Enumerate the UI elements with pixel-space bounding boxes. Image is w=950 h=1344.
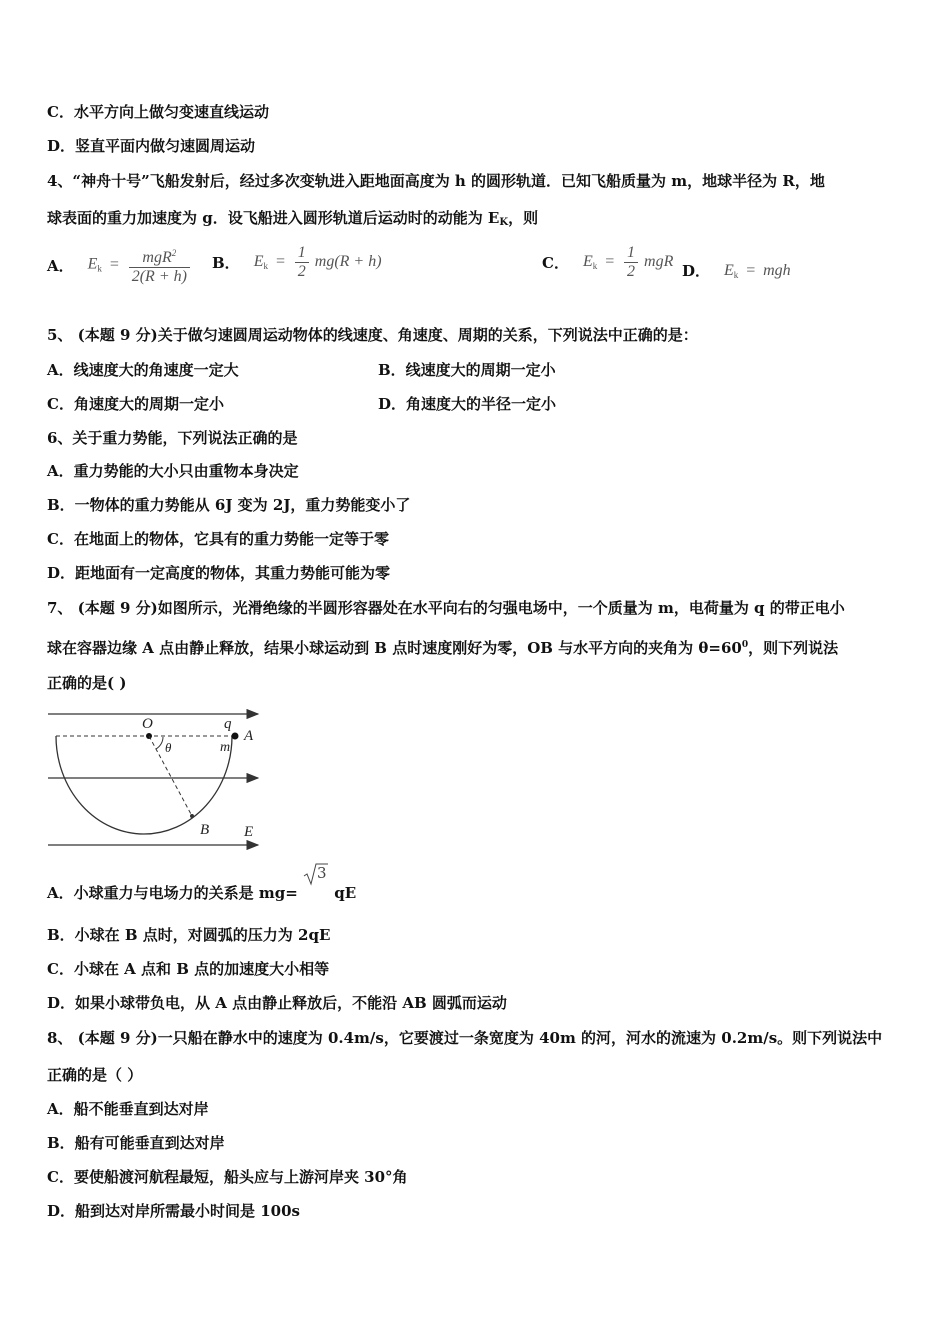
q8-option-a: A．船不能垂直到达对岸: [47, 1100, 209, 1118]
fraction-denominator: 2(R + h): [131, 268, 187, 285]
q4-stem-subscript: K: [499, 217, 509, 228]
q4-option-d-formula: [724, 262, 791, 280]
label-q: q: [224, 716, 232, 732]
q8-option-b: B．船有可能垂直到达对岸: [47, 1134, 225, 1152]
semicircle-container: [56, 736, 232, 834]
q4-option-c-formula: [583, 244, 673, 281]
fraction-numerator: 1: [624, 244, 638, 263]
ek-subscript: k: [592, 261, 598, 272]
formula-rest: mgR: [644, 253, 674, 271]
q8-option-d: D．船到达对岸所需最小时间是 100s: [47, 1202, 300, 1220]
q6-option-b: B．一物体的重力势能从 6J 变为 2J，重力势能变小了: [47, 496, 411, 514]
q6-option-c: C．在地面上的物体，它具有的重力势能一定等于零: [47, 530, 389, 548]
q7-stem-line2: [47, 635, 838, 658]
q4-stem-line1: 4、“神舟十号”飞船发射后，经过多次变轨进入距地面高度为 h 的圆形轨道．已知飞船质量为 m，地球半径为 R，地: [47, 172, 825, 190]
q5-option-d: D．角速度大的半径一定小: [378, 395, 557, 413]
equals-sign: =: [274, 253, 286, 271]
sqrt-radicand: 3: [317, 864, 327, 882]
equals-sign: =: [604, 253, 616, 271]
ek-symbol: E: [582, 253, 593, 271]
q5-stem: 5、 (本题 9 分)关于做匀速圆周运动物体的线速度、角速度、周期的关系，下列说法中正确的是：: [47, 326, 698, 344]
fraction: [295, 244, 309, 281]
q8-option-c: C．要使船渡河航程最短，船头应与上游河岸夹 30°角: [47, 1168, 408, 1186]
equals-sign: =: [745, 261, 757, 279]
fraction-numerator: 1: [295, 244, 309, 263]
fraction-numerator: [129, 244, 190, 268]
ek-symbol: E: [724, 261, 734, 279]
ek-symbol: E: [253, 253, 264, 271]
q8-stem-line2: 正确的是（ ）: [47, 1066, 143, 1084]
q4-option-a-label: A．: [47, 256, 74, 275]
q5-option-a: A．线速度大的角速度一定大: [47, 361, 239, 379]
q4-stem-text: 球表面的重力加速度为 g．设飞船进入圆形轨道后运动时的动能为 E: [47, 209, 500, 227]
angle-arc: [156, 737, 163, 749]
q7-option-a: [47, 864, 357, 903]
equals-sign: =: [108, 255, 120, 273]
q7-stem-line2-text: 球在容器边缘 A 点由静止释放，结果小球运动到 B 点时速度刚好为零，OB 与水平方向的夹角为 θ=60: [47, 639, 742, 657]
q4-option-a: [47, 244, 192, 286]
ek-subscript: k: [733, 269, 739, 280]
label-theta: θ: [165, 740, 172, 755]
ball-at-a: [232, 733, 239, 740]
ek-subscript: k: [97, 263, 102, 274]
q4-option-c: [542, 244, 673, 281]
q4-option-a-formula: [88, 244, 192, 286]
fraction: [129, 244, 190, 286]
q7-option-d: D．如果小球带负电，从 A 点由静止释放后，不能沿 AB 圆弧而运动: [47, 994, 507, 1012]
q4-option-c-label: C．: [542, 254, 569, 272]
q7-option-c: C．小球在 A 点和 B 点的加速度大小相等: [47, 960, 330, 978]
q7-figure: [44, 706, 266, 856]
q6-option-a: A．重力势能的大小只由重物本身决定: [47, 462, 299, 480]
q4-stem-line2: [47, 208, 538, 233]
q4-option-d: [682, 260, 791, 281]
q4-option-b-label: B．: [212, 254, 240, 272]
q7-option-a-text: A．小球重力与电场力的关系是 mg=: [47, 884, 298, 902]
q5-option-c: C．角速度大的周期一定小: [47, 395, 224, 413]
sqrt-symbol: [303, 864, 329, 898]
formula-rest: mgh: [763, 261, 791, 279]
q8-stem-line1: 8、 (本题 9 分)一只船在静水中的速度为 0.4m/s，它要渡过一条宽度为 40m 的河，河水的流速为 0.2m/s。则下列说法中: [47, 1029, 883, 1047]
label-m: m: [220, 740, 231, 755]
q4-stem-tail: ，则: [508, 209, 539, 227]
q4-option-b: [212, 244, 382, 281]
q6-option-d: D．距地面有一定高度的物体，其重力势能可能为零: [47, 564, 391, 582]
q5-option-b: B．线速度大的周期一定小: [378, 361, 556, 379]
ek-subscript: k: [263, 261, 268, 272]
label-e: E: [244, 824, 254, 840]
degree-superscript: 0: [741, 640, 749, 650]
fraction-denominator: 2: [297, 263, 306, 280]
numerator-text: mgR: [142, 249, 172, 266]
fraction: [624, 244, 638, 281]
q4-option-b-formula: [254, 244, 382, 281]
q6-stem: 6、关于重力势能，下列说法正确的是: [47, 429, 298, 447]
q4-option-d-label: D．: [682, 262, 711, 280]
q3-option-d: D．竖直平面内做匀速圆周运动: [47, 137, 256, 155]
q3-option-c: C．水平方向上做匀变速直线运动: [47, 103, 269, 121]
ek-symbol: E: [87, 255, 98, 273]
q7-stem-line3: 正确的是( ): [47, 674, 127, 692]
point-b: [190, 814, 194, 818]
formula-rest: mg(R + h): [314, 253, 382, 271]
q7-option-b: B．小球在 B 点时，对圆弧的压力为 2qE: [47, 926, 331, 944]
label-a: A: [244, 728, 254, 744]
numerator-exponent: 2: [171, 248, 177, 258]
q7-stem-line2-tail: ，则下列说法: [748, 639, 839, 657]
label-o: O: [142, 716, 153, 732]
q7-option-a-tail: qE: [334, 884, 357, 902]
fraction-denominator: 2: [627, 263, 636, 280]
label-b: B: [200, 822, 210, 838]
q7-stem-line1: 7、 (本题 9 分)如图所示，光滑绝缘的半圆形容器处在水平向右的匀强电场中，一个质量为 m，电荷量为 q 的带正电小: [47, 599, 845, 617]
